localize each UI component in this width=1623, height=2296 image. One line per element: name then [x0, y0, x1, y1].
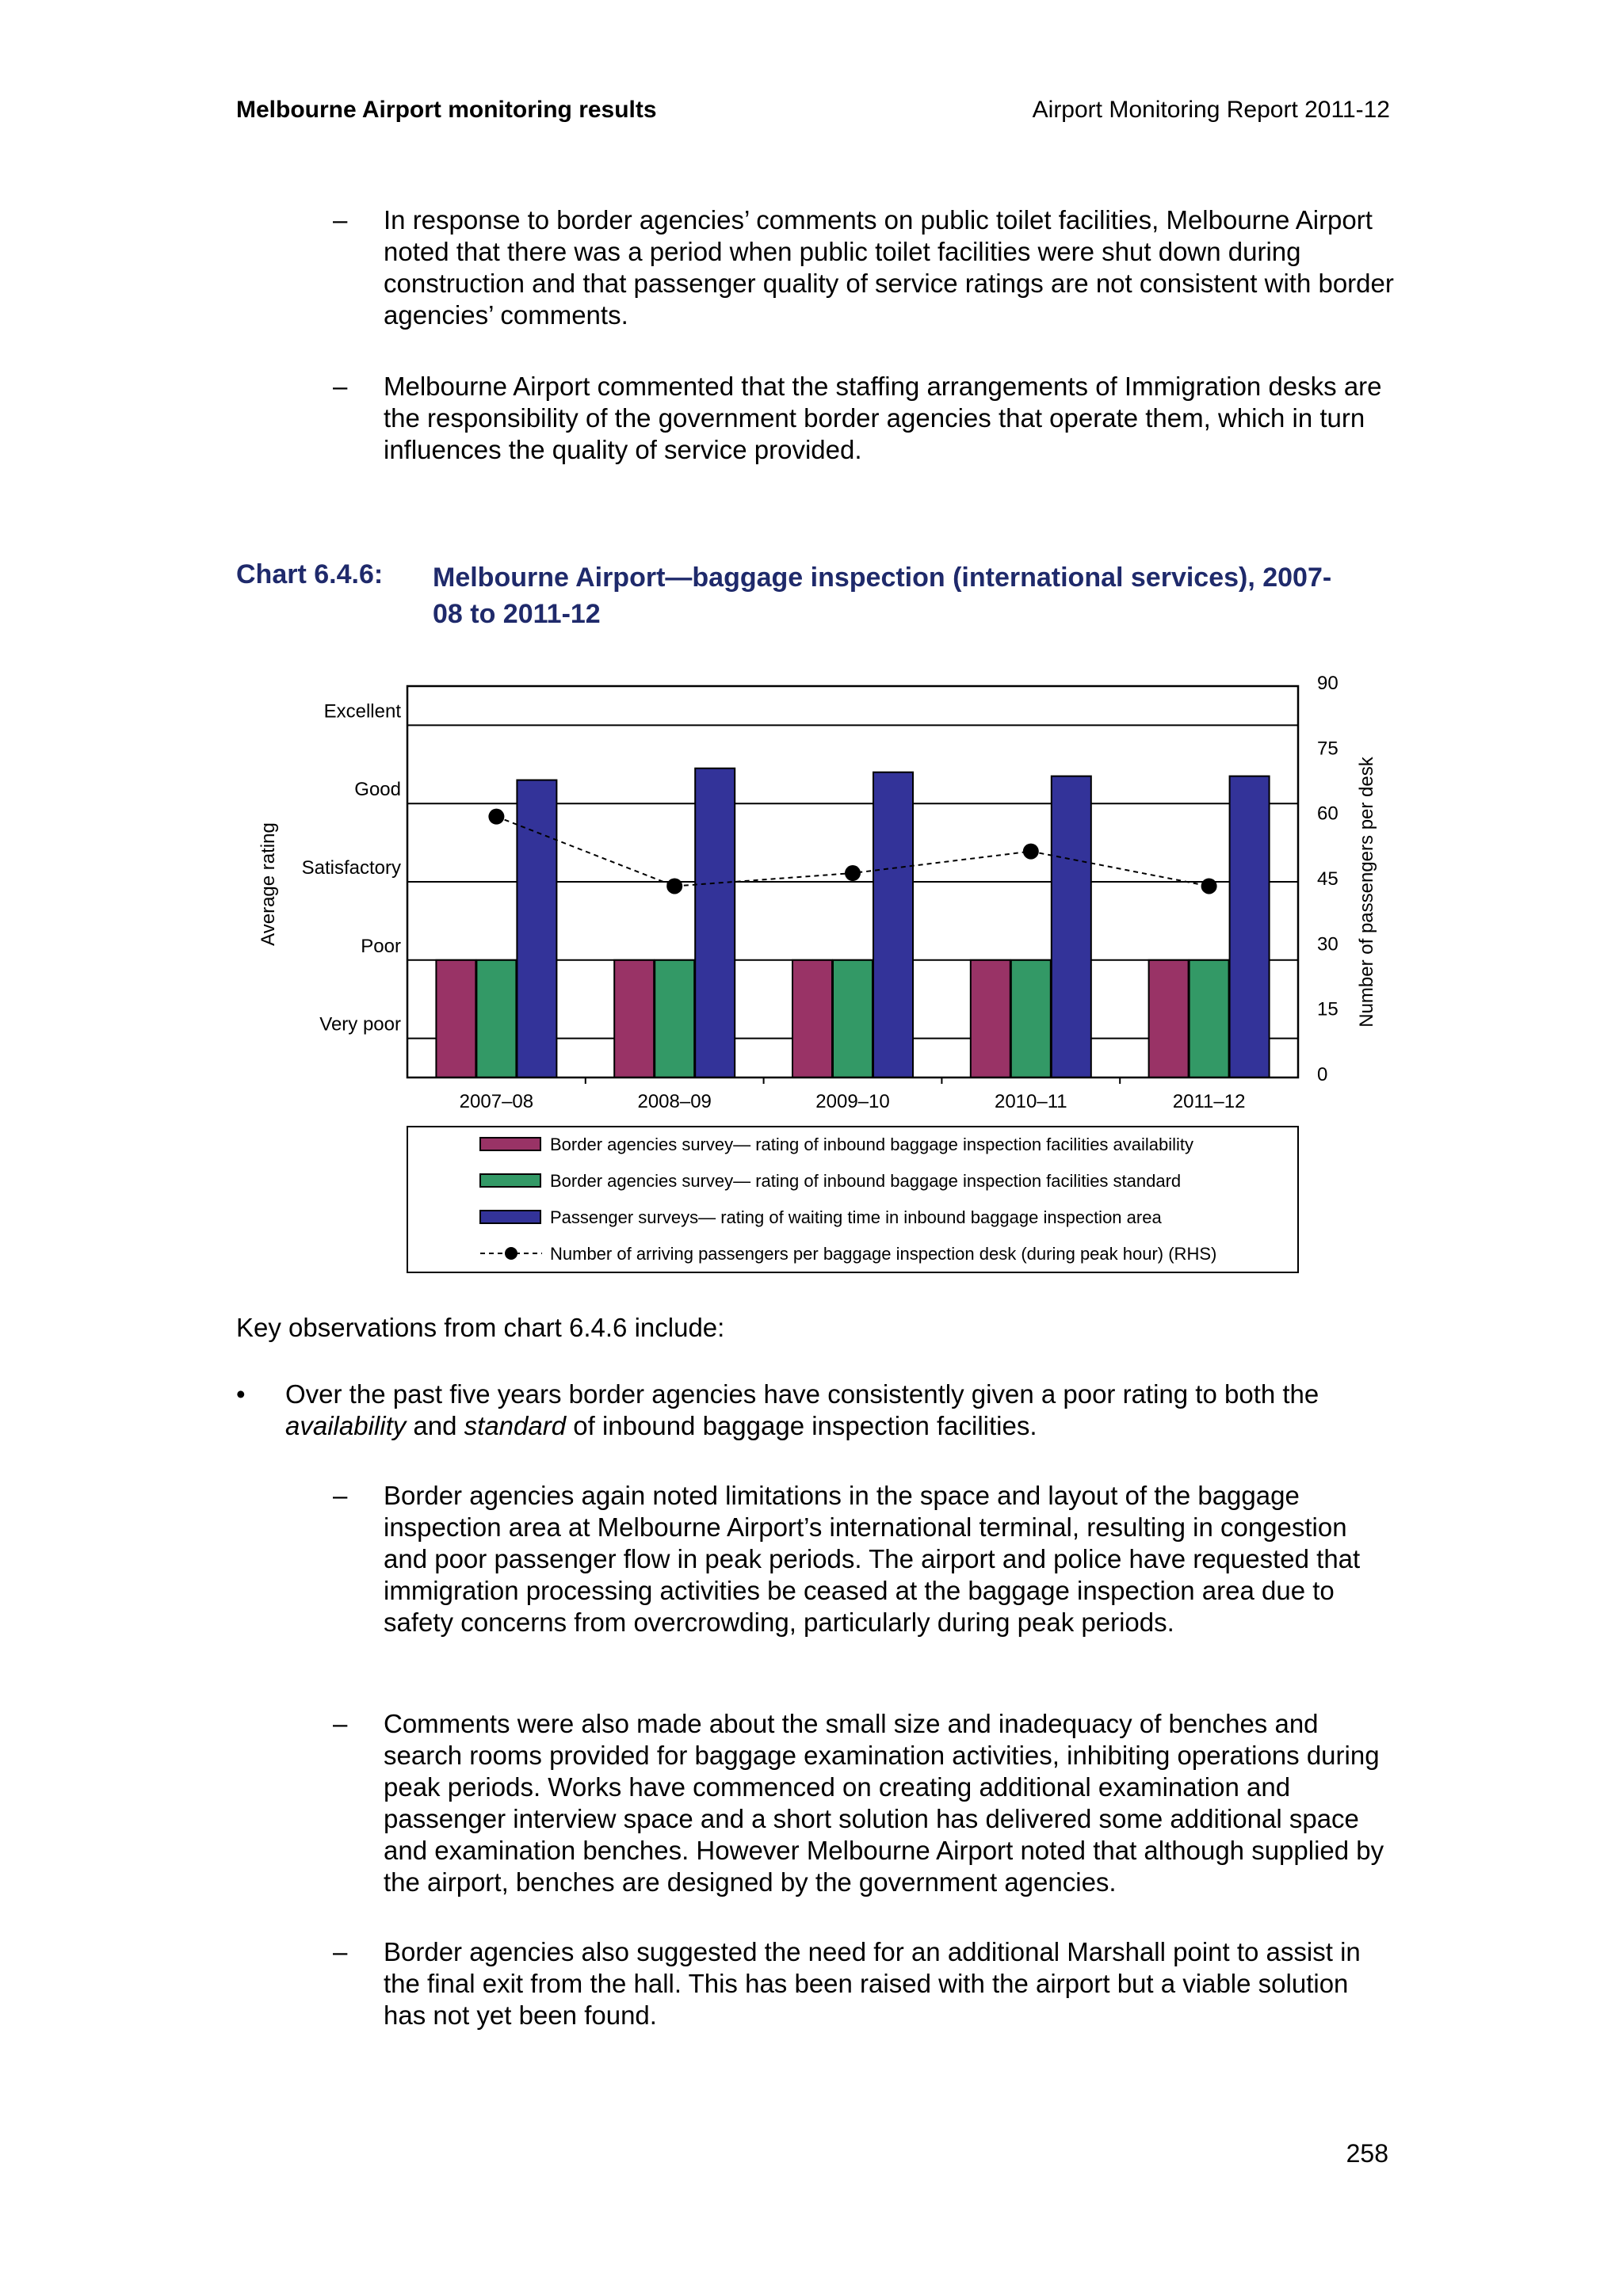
- bar: [873, 772, 913, 1077]
- x-axis-ticks: [460, 1077, 1246, 1112]
- right-tick-label: 15: [1317, 998, 1338, 1020]
- right-tick-label: 0: [1317, 1064, 1328, 1085]
- bar: [1230, 776, 1270, 1077]
- x-tick-label: 2009–10: [815, 1091, 890, 1112]
- left-tick-label: Poor: [361, 935, 401, 957]
- line-point: [845, 865, 861, 881]
- bar: [1052, 776, 1091, 1077]
- right-axis-title: Number of passengers per desk: [1356, 757, 1377, 1028]
- bullet-text-part: Over the past five years border agencies have consistently given a poor rating to both the: [285, 1379, 1319, 1409]
- list-item: [333, 1708, 1395, 1898]
- chart-title: Melbourne Airport—baggage inspection (international services), 2007-08 to 2011-12: [433, 563, 1332, 629]
- bar: [1190, 960, 1229, 1077]
- x-tick-label: 2010–11: [994, 1091, 1067, 1112]
- dash-marker: –: [333, 1481, 348, 1510]
- legend-swatch: [480, 1138, 540, 1150]
- bullet-text: [285, 1379, 1393, 1442]
- list-item-text: Border agencies also suggested the need for an additional Marshall point to assist in the final exit from the hall. This has been raised with the airport but a viable solution has not yet been found.: [384, 1937, 1361, 2030]
- bar: [436, 960, 475, 1077]
- bar: [476, 960, 516, 1077]
- list-item: [333, 1936, 1395, 2031]
- list-item-text: Comments were also made about the small size and inadequacy of benches and search rooms provided for baggage examination activities, inhibiting operations during peak periods. Works have commenced on creating additional examination and passenger interview space and a short solution has delivered some additional space and examination benches. However Melbourne Airport noted that although supplied by the airport, benches are designed by the government agencies.: [384, 1709, 1384, 1897]
- bullet-text-part: and: [406, 1411, 464, 1440]
- bar: [655, 960, 694, 1077]
- list-item-text: Border agencies again noted limitations in the space and layout of the baggage inspection area at Melbourne Airport’s international terminal, resulting in congestion and poor passenger flow in peak periods. The airport and police have requested that immigration processing activities be ceased at the baggage inspection area due to safety concerns from overcrowding, particularly during peak periods.: [384, 1481, 1361, 1637]
- bullet-marker: •: [236, 1379, 246, 1409]
- dash-marker: –: [333, 205, 348, 235]
- right-tick-label: 75: [1317, 738, 1338, 760]
- dash-marker: –: [333, 372, 348, 401]
- bar: [695, 769, 735, 1077]
- legend-label: Border agencies survey— rating of inbound baggage inspection facilities standard: [550, 1171, 1182, 1191]
- right-tick-label: 90: [1317, 673, 1338, 694]
- legend-swatch: [480, 1211, 540, 1223]
- right-axis-ticks: [1317, 673, 1338, 1085]
- bar: [517, 780, 556, 1077]
- x-tick-label: 2011–12: [1172, 1091, 1246, 1112]
- line-point: [488, 809, 504, 825]
- chart-legend: [480, 1135, 1216, 1264]
- header-section-title: Melbourne Airport monitoring results: [236, 97, 657, 123]
- chart-bars: [436, 769, 1269, 1077]
- bullet-emphasis: availability: [285, 1411, 407, 1440]
- legend-swatch-marker: [505, 1247, 517, 1260]
- left-tick-label: Satisfactory: [301, 857, 401, 879]
- left-axis-title: Average rating: [258, 822, 279, 946]
- bar: [1011, 960, 1051, 1077]
- legend-label: Passenger surveys— rating of waiting time in inbound baggage inspection area: [550, 1207, 1162, 1227]
- page-number: 258: [1346, 2139, 1388, 2168]
- chart-number: Chart 6.4.6:: [236, 559, 384, 589]
- line-point: [1201, 878, 1217, 894]
- bar: [614, 960, 654, 1077]
- key-observations-intro: Key observations from chart 6.4.6 include:: [236, 1313, 725, 1342]
- bullet-emphasis: standard: [464, 1411, 567, 1440]
- bar: [971, 960, 1010, 1077]
- line-point: [666, 878, 682, 894]
- bullet-text-part: of inbound baggage inspection facilities.: [566, 1411, 1037, 1440]
- right-tick-label: 30: [1317, 933, 1338, 955]
- legend-swatch: [480, 1174, 540, 1187]
- left-axis-ticks: [302, 700, 402, 1035]
- x-tick-label: 2007–08: [459, 1091, 534, 1112]
- bar: [833, 960, 873, 1077]
- list-item: [333, 1480, 1395, 1638]
- left-tick-label: Good: [354, 779, 401, 801]
- dash-marker: –: [333, 1709, 348, 1738]
- legend-label: Number of arriving passengers per baggage inspection desk (during peak hour) (RHS): [550, 1244, 1217, 1264]
- header-report-title: Airport Monitoring Report 2011-12: [1032, 97, 1390, 123]
- right-tick-label: 60: [1317, 803, 1338, 825]
- left-tick-label: Excellent: [323, 700, 401, 723]
- line-point: [1023, 844, 1039, 860]
- bullet-item: [236, 1379, 1393, 1442]
- x-tick-label: 2008–09: [637, 1091, 712, 1112]
- dash-marker: –: [333, 1937, 348, 1966]
- bar: [792, 960, 832, 1077]
- list-item-text: Melbourne Airport commented that the staffing arrangements of Immigration desks are the responsibility of the government border agencies that operate them, which in turn influences the quality of service provided.: [384, 372, 1382, 464]
- right-tick-label: 45: [1317, 868, 1338, 890]
- list-item-text: In response to border agencies’ comments on public toilet facilities, Melbourne Airport noted that there was a period when public toilet facilities were shut down during construction and that passenger quality of service ratings are not consistent with border agencies’ comments.: [384, 205, 1394, 330]
- legend-label: Border agencies survey— rating of inbound baggage inspection facilities availability: [550, 1135, 1194, 1154]
- bar: [1149, 960, 1189, 1077]
- left-tick-label: Very poor: [319, 1013, 401, 1035]
